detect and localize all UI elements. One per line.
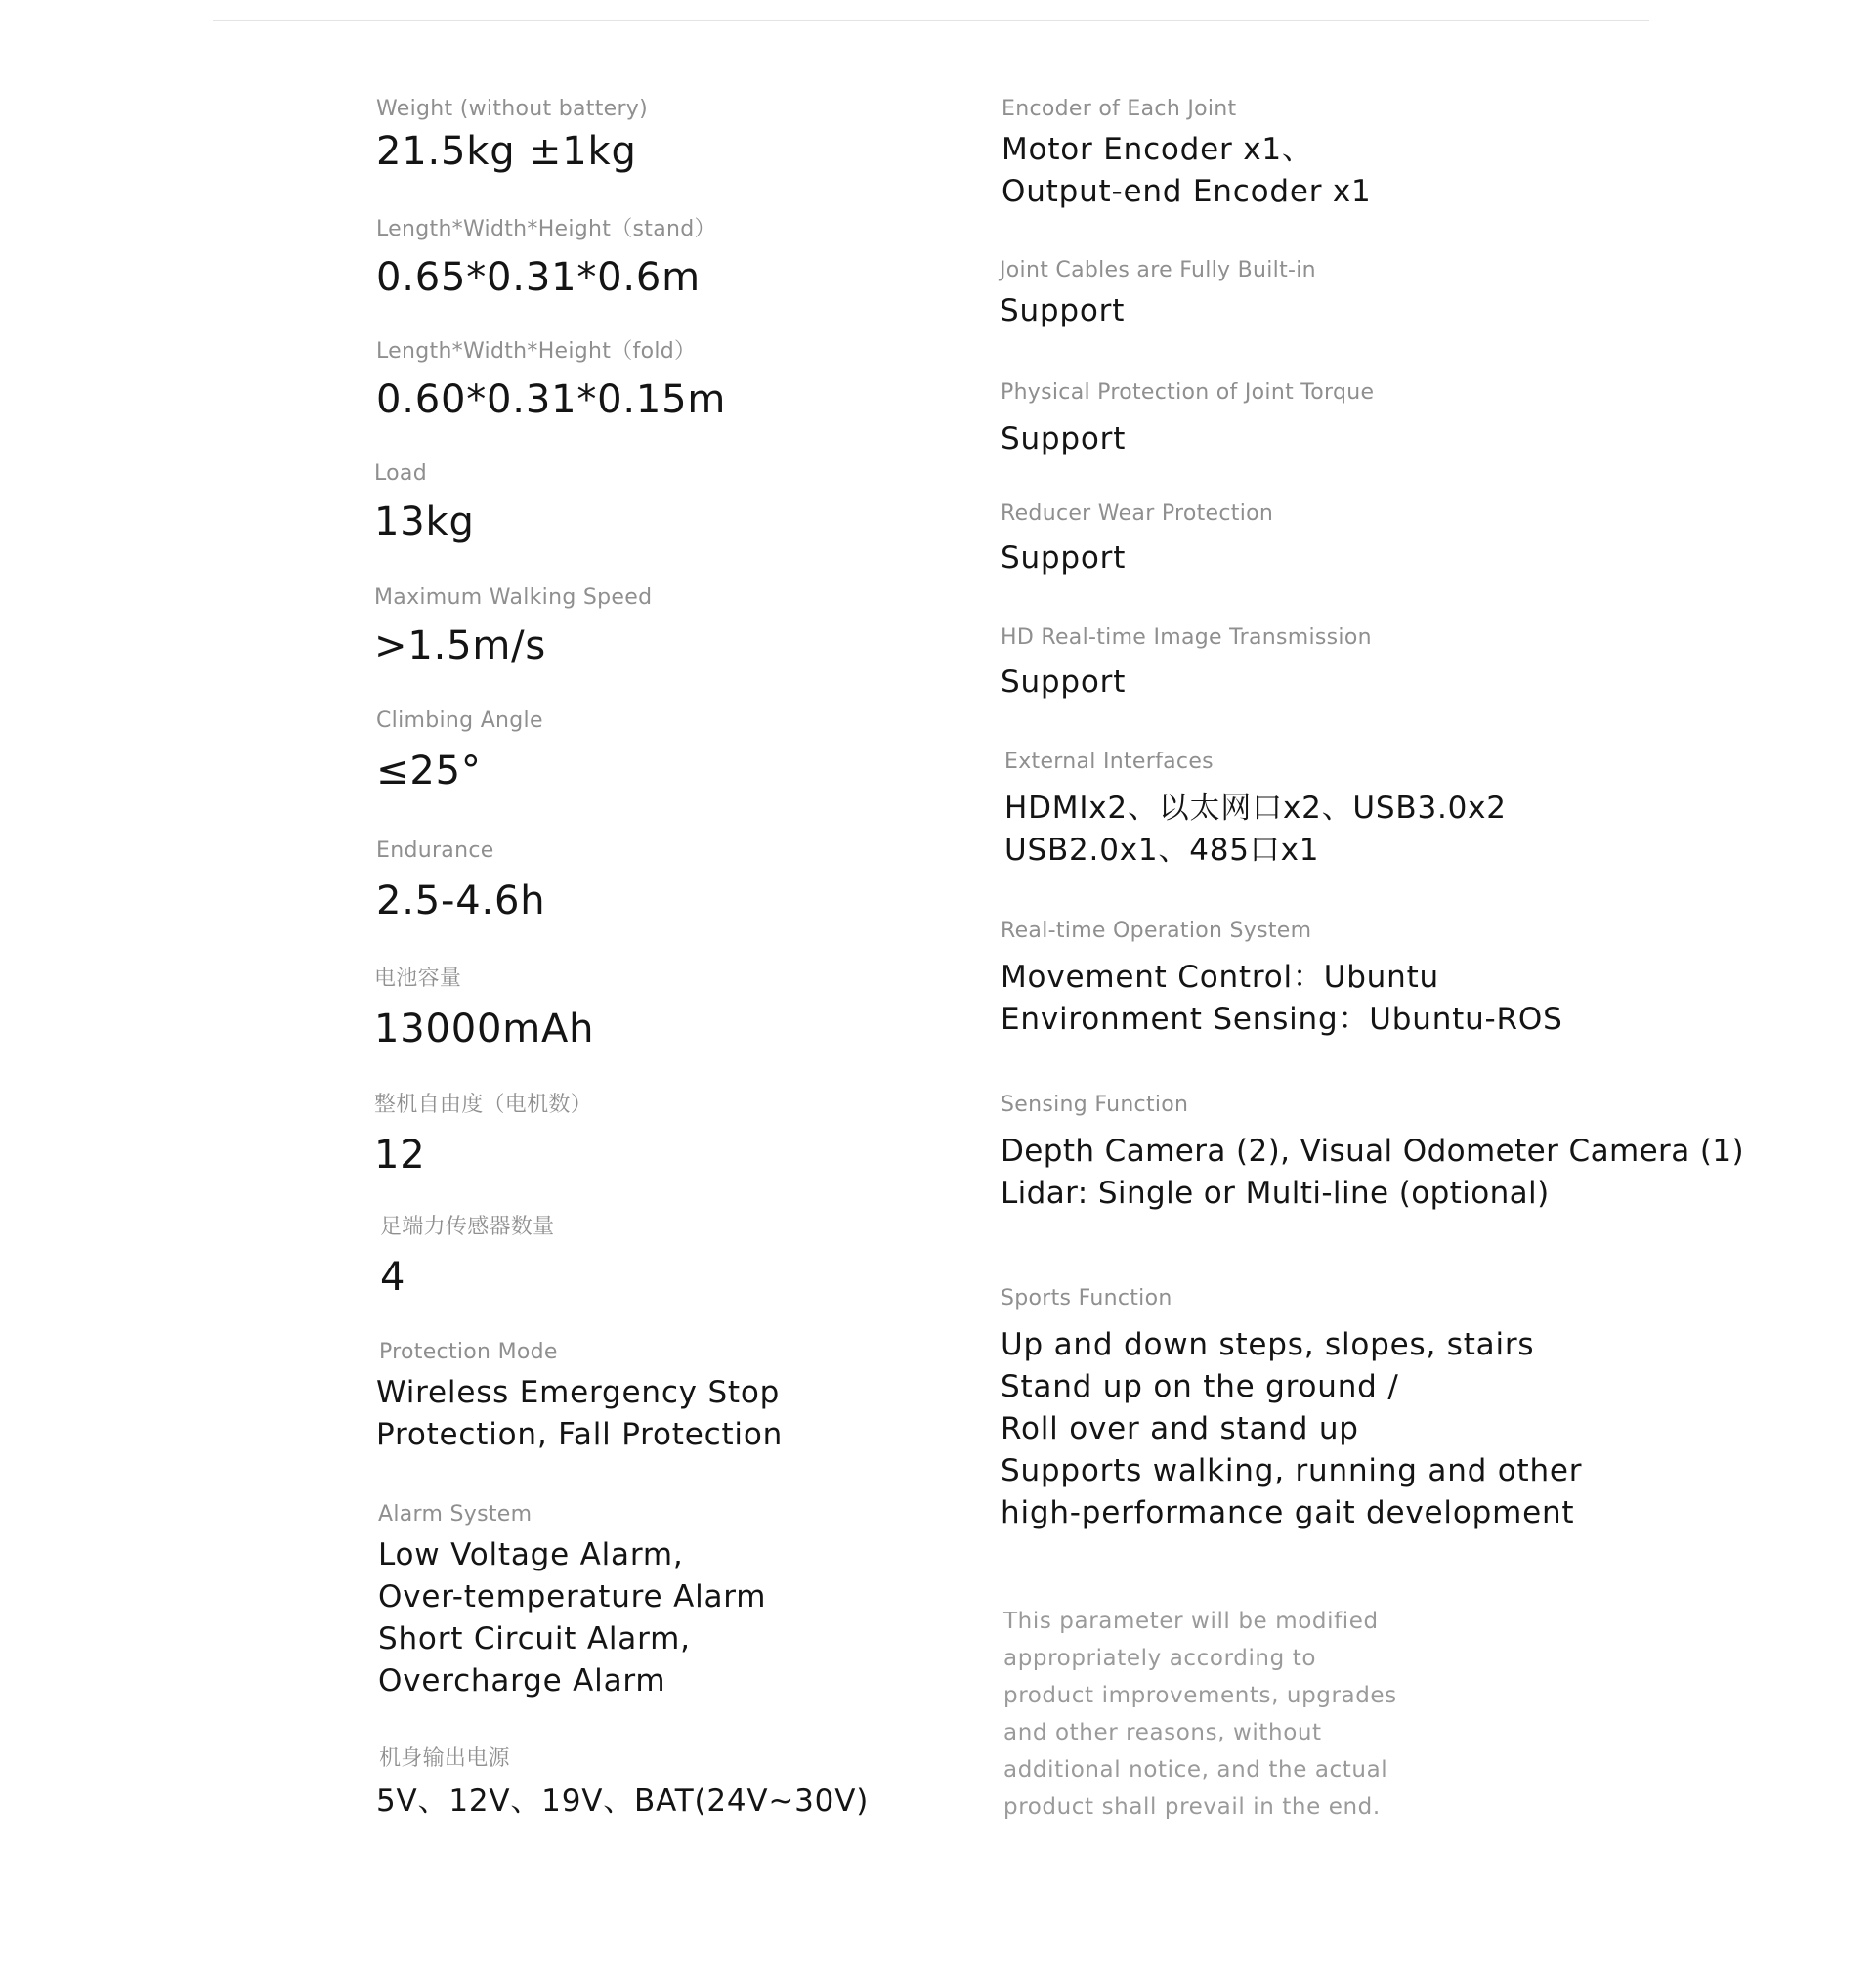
spec-label: Real-time Operation System: [1001, 919, 1312, 943]
spec-label: HD Real-time Image Transmission: [1001, 625, 1372, 650]
spec-value: 4: [380, 1255, 406, 1300]
spec-protection-mode: [376, 1339, 784, 1456]
spec-size-fold: [376, 338, 726, 424]
spec-label: Sports Function: [1001, 1286, 1172, 1311]
spec-label: External Interfaces: [1004, 750, 1214, 774]
spec-alarm-system: [378, 1501, 766, 1702]
disclaimer-note: This parameter will be modified appropriately according to product improvements, upgrades and other reasons, without additional notice, and the actual product shall prevail in the end.: [1003, 1609, 1397, 1820]
spec-value: 0.65*0.31*0.6m: [376, 255, 701, 300]
spec-max-speed: [374, 584, 652, 670]
spec-value: 13000mAh: [374, 1007, 595, 1052]
spec-reducer-wear: [1001, 500, 1273, 580]
spec-label: Protection Mode: [379, 1340, 558, 1364]
spec-external-interfaces: [1004, 749, 1507, 872]
spec-label: 机身输出电源: [379, 1746, 510, 1771]
spec-value: 12: [374, 1133, 426, 1178]
spec-joint-cables: [1000, 257, 1316, 332]
spec-label: 足端力传感器数量: [380, 1215, 555, 1239]
spec-label: 电池容量: [374, 967, 462, 991]
spec-load: [374, 460, 475, 546]
spec-sensing-function: [1001, 1092, 1744, 1215]
spec-output-power: [376, 1745, 870, 1823]
spec-value: HDMIx2、以太网口x2、USB3.0x2 USB2.0x1、485口x1: [1004, 791, 1507, 868]
spec-value: Support: [1001, 665, 1127, 700]
spec-label: Endurance: [376, 838, 494, 863]
spec-value: Depth Camera (2), Visual Odometer Camera (1) Lidar: Single or Multi-line (optional): [1001, 1134, 1744, 1211]
spec-operating-system: [1001, 918, 1563, 1041]
spec-joint-encoder: [1002, 96, 1372, 213]
spec-size-stand: [376, 216, 716, 302]
spec-label: Encoder of Each Joint: [1002, 97, 1237, 121]
spec-label: Alarm System: [378, 1502, 533, 1526]
spec-value: 21.5kg ±1kg: [376, 129, 637, 174]
spec-value: Wireless Emergency Stop Protection, Fall Protection: [376, 1375, 784, 1452]
spec-value: Movement Control：Ubuntu Environment Sensing：Ubuntu-ROS: [1001, 960, 1563, 1037]
spec-label: Weight (without battery): [376, 97, 648, 121]
spec-value: 0.60*0.31*0.15m: [376, 377, 727, 422]
top-divider: [213, 20, 1649, 21]
spec-label: Load: [374, 461, 427, 486]
spec-value: Support: [1001, 540, 1127, 576]
spec-label: Sensing Function: [1001, 1093, 1189, 1117]
spec-value: >1.5m/s: [374, 623, 547, 668]
spec-foot-sensors: [380, 1214, 554, 1302]
spec-sports-function: [1001, 1285, 1582, 1534]
spec-label: Climbing Angle: [376, 709, 543, 733]
spec-joint-torque-protection: [1001, 379, 1374, 460]
spec-label: Reducer Wear Protection: [1001, 501, 1274, 526]
spec-label: Maximum Walking Speed: [374, 585, 653, 610]
spec-label: Joint Cables are Fully Built-in: [1000, 258, 1316, 282]
spec-value: Support: [1001, 421, 1127, 456]
spec-value: Up and down steps, slopes, stairs Stand up on the ground / Roll over and stand up Supports walking, running and other high-performance gait development: [1001, 1327, 1583, 1530]
spec-value: Low Voltage Alarm, Over-temperature Alarm Short Circuit Alarm, Overcharge Alarm: [378, 1537, 767, 1698]
spec-label: Physical Protection of Joint Torque: [1001, 380, 1375, 405]
spec-climbing-angle: [376, 708, 543, 795]
spec-value: Support: [1000, 293, 1126, 328]
spec-battery-capacity: [374, 966, 594, 1053]
spec-value: 2.5-4.6h: [376, 879, 546, 924]
spec-value: ≤25°: [376, 749, 482, 794]
spec-dof-motors: [374, 1092, 592, 1180]
spec-value: 5V、12V、19V、BAT(24V~30V): [376, 1784, 870, 1819]
spec-image-transmission: [1001, 624, 1372, 704]
spec-value: 13kg: [374, 499, 475, 544]
spec-value: Motor Encoder x1、 Output-end Encoder x1: [1002, 132, 1372, 209]
spec-label: 整机自由度（电机数）: [374, 1093, 593, 1117]
spec-weight: [376, 96, 648, 176]
spec-endurance: [376, 838, 545, 925]
spec-label: Length*Width*Height（stand）: [376, 217, 716, 241]
spec-label: Length*Width*Height（fold）: [376, 339, 697, 364]
